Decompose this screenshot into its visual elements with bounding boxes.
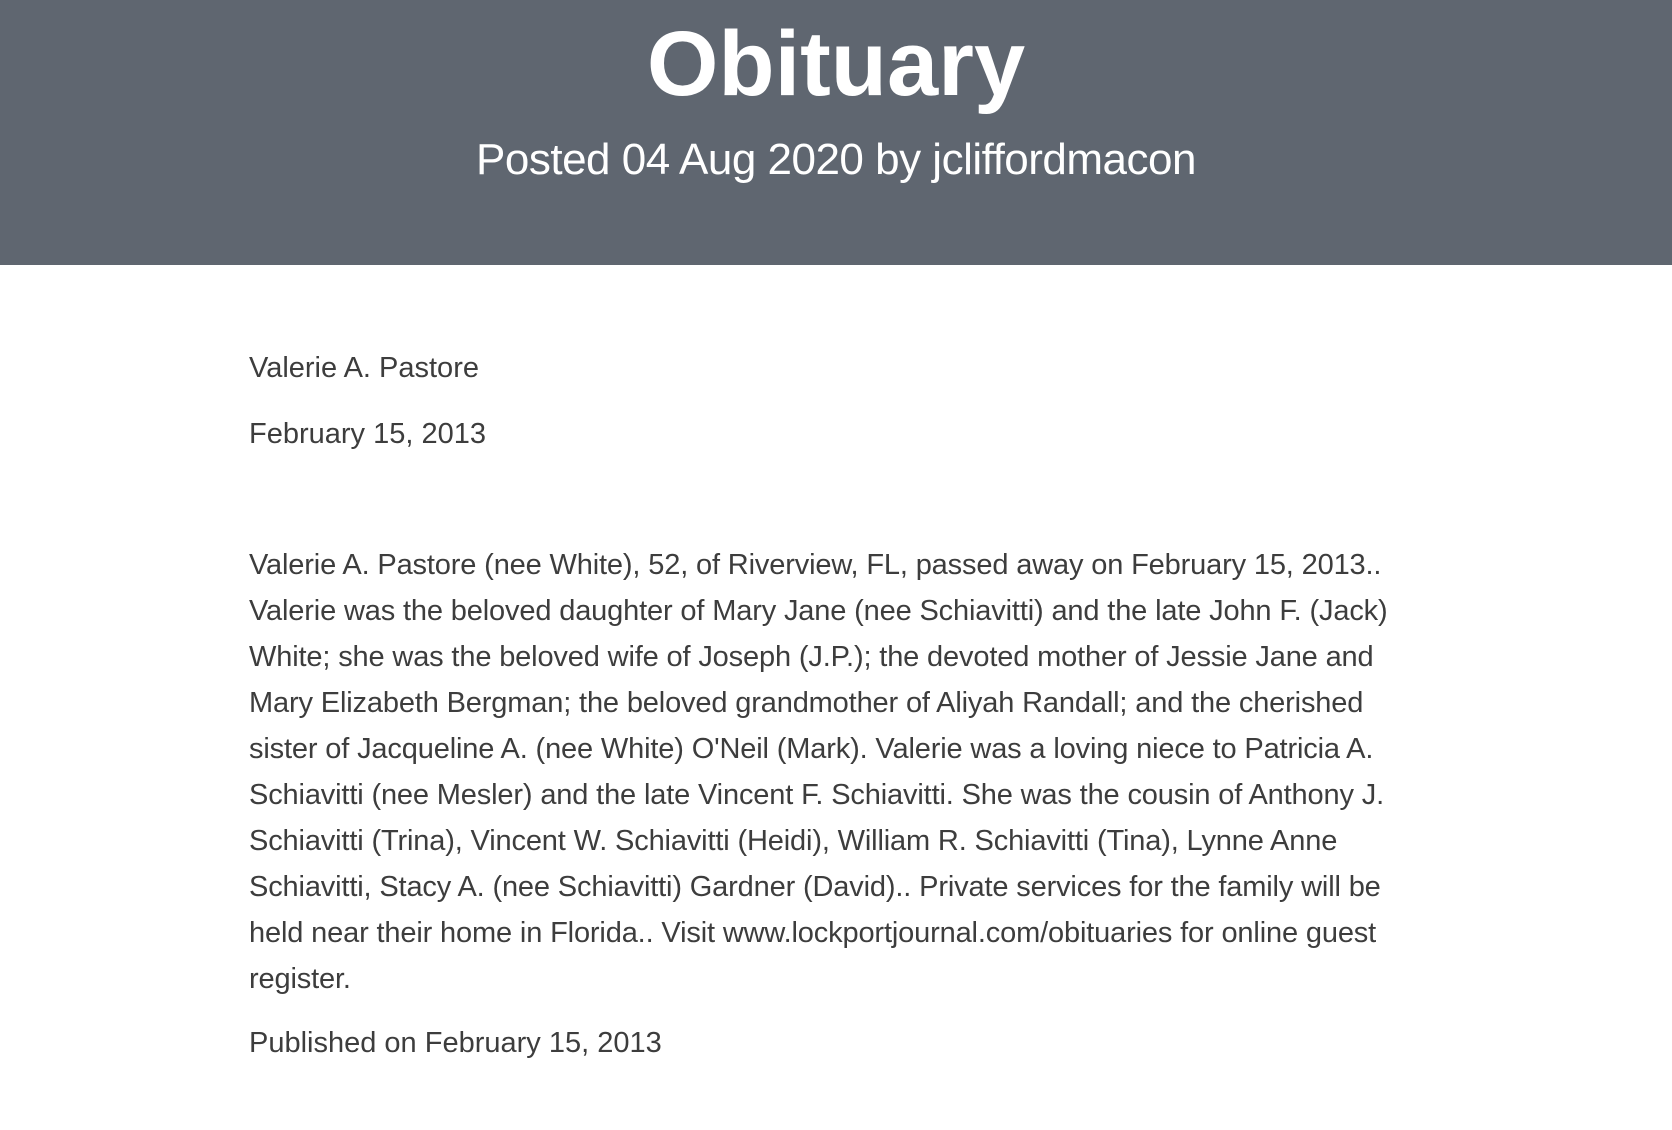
deceased-name: Valerie A. Pastore [249, 352, 479, 384]
page-header [0, 0, 1672, 265]
obituary-body: Valerie A. Pastore (nee White), 52, of Riverview, FL, passed away on February 15, 2013.. Valerie was the beloved daughter of Mary Jane (nee Schiavitti) and the late John F. (Jack) White; she was the beloved wife of Joseph (J.P.); the devoted mother of Jessie Jane and Mary Elizabeth Bergman; the beloved grandmother of Aliyah Randall; and the cherished sister of Jacqueline A. (nee White) O'Neil (Mark). Valerie was a loving niece to Patricia A. Schiavitti (nee Mesler) and the late Vincent F. Schiavitti. She was the cousin of Anthony J. Schiavitti (Trina), Vincent W. Schiavitti (Heidi), William R. Schiavitti (Tina), Lynne Anne Schiavitti, Stacy A. (nee Schiavitti) Gardner (David).. Private services for the family will be held near their home in Florida.. Visit www.lockportjournal.com/obituaries for online guest register. [249, 549, 1388, 995]
page-title: Obituary [646, 13, 1026, 115]
post-meta: Posted 04 Aug 2020 by jcliffordmacon [476, 135, 1196, 184]
published-date: Published on February 15, 2013 [249, 1027, 662, 1059]
article-content [249, 345, 1429, 1066]
obituary-date: February 15, 2013 [249, 418, 486, 450]
